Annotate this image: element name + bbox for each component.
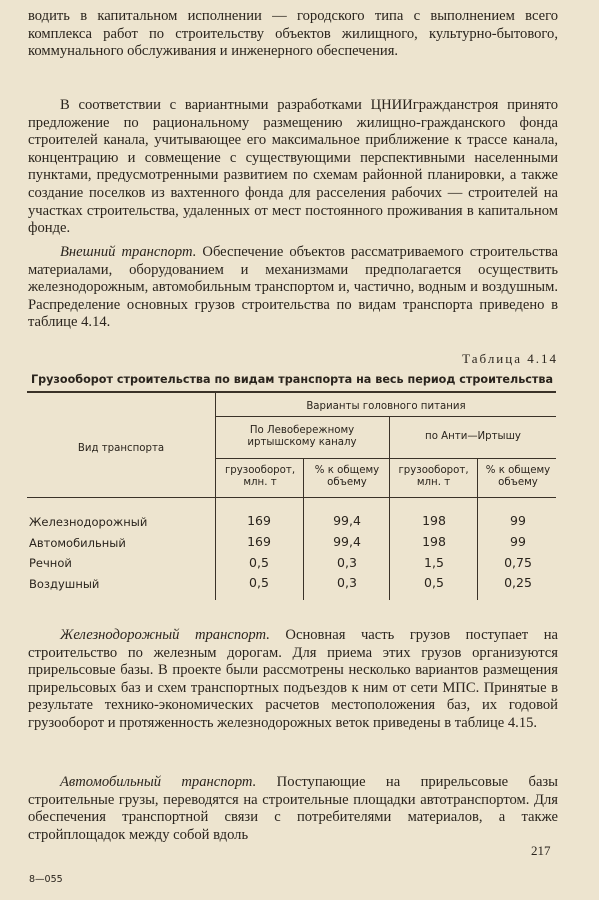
header-variant-left-bank: По Левобережному иртышскому каналу bbox=[247, 425, 357, 448]
table-cell: 169 bbox=[247, 534, 271, 549]
heading-external-transport: Внешний транспорт. bbox=[60, 244, 197, 260]
heading-railway-transport: Железнодорожный транспорт. bbox=[60, 627, 270, 643]
row-label: Железнодорожный bbox=[29, 515, 148, 529]
paragraph-1: водить в капитальном исполнении — городского типа с выполнением всего комплекса работ по строительству объектов жилищного, культурно-бытового, коммунального обслуживания и инженерного обеспечения. bbox=[28, 8, 558, 60]
table-cell: 99,4 bbox=[333, 513, 361, 528]
signature-mark: 8—055 bbox=[29, 874, 63, 885]
table-cell: 0,5 bbox=[249, 555, 269, 570]
paragraph-road-transport bbox=[28, 774, 558, 844]
table-cell: 0,75 bbox=[504, 555, 532, 570]
paragraph-3-body: Обеспечение объектов рассматриваемого строительства материалами, оборудованием и механизмами предполагается осуществить железнодорожным, автомобильным транспортом и, частично, водным и воздушным. Распределение основных грузов строительства по видам транспорта приведено в таблице 4.14. bbox=[28, 244, 558, 331]
table-number: Таблица 4.14 bbox=[462, 351, 558, 366]
table-cell: 0,25 bbox=[504, 575, 532, 590]
table-cell: 1,5 bbox=[424, 555, 444, 570]
paragraph-railway-transport bbox=[28, 627, 558, 733]
row-label: Речной bbox=[29, 556, 72, 570]
page-number: 217 bbox=[531, 843, 551, 858]
table-vline-1 bbox=[215, 392, 216, 600]
paragraph-4-body: Основная часть грузов поступает на строительство по железным дорогам. Для приема этих грузов организуются прирельсовые базы. В проекте были рассмотрены несколько вариантов размещения прирельсовых баз и схем транспортных подъездов к ним от сети МПС. Принятые в результате технико-экономических расчетов местоположения баз, их годовой грузооборот и протяженность железнодорожных веток приведены в таблице 4.15. bbox=[28, 627, 559, 731]
table-vline-4 bbox=[477, 458, 478, 600]
table-vline-2 bbox=[303, 458, 304, 600]
header-sub-percent-1: % к общему объему bbox=[314, 465, 380, 488]
table-group-rule bbox=[215, 416, 556, 417]
table-cell: 198 bbox=[422, 513, 446, 528]
heading-road-transport: Автомобильный транспорт. bbox=[60, 774, 257, 790]
table-cell: 169 bbox=[247, 513, 271, 528]
header-variant-anti-irtysh: по Анти—Иртышу bbox=[425, 431, 521, 442]
table-cell: 198 bbox=[422, 534, 446, 549]
header-variants-group: Варианты головного питания bbox=[306, 401, 466, 412]
table-cell: 0,3 bbox=[337, 555, 357, 570]
paragraph-external-transport bbox=[28, 244, 558, 332]
header-sub-freight-2: грузооборот, млн. т bbox=[398, 465, 469, 488]
table-cell: 99 bbox=[510, 513, 526, 528]
paragraph-5-body: Поступающие на прирельсовые базы строительные грузы, переводятся на строительные площадки автотранспортом. Для обеспечения транспортной связи с потребителями материалов, а также стройплощадок между собой вдоль bbox=[28, 774, 558, 843]
header-sub-percent-2: % к общему объему bbox=[485, 465, 551, 488]
paragraph-2: В соответствии с вариантными разработками ЦНИИгражданстроя принято предложение по рациональному размещению жилищно-гражданского фонда строителей канала, учитывающее его максимальное приближение к трассе канала, концентрацию и совмещение с существующими перспективными населенными пунктами, предусмотренными развитием по схемам районной планировки, а также создание поселков из вахтенного фонда для расселения рабочих — строителей на участках строительства, удаленных от мест постоянного проживания в капитальном фонде. bbox=[28, 97, 558, 237]
table-cell: 0,3 bbox=[337, 575, 357, 590]
table-cell: 99 bbox=[510, 534, 526, 549]
header-transport-type: Вид транспорта bbox=[77, 443, 165, 454]
table-variant-rule bbox=[215, 458, 556, 459]
table-cell: 0,5 bbox=[249, 575, 269, 590]
row-label: Автомобильный bbox=[29, 536, 126, 550]
table-cell: 0,5 bbox=[424, 575, 444, 590]
table-title: Грузооборот строительства по видам транспорта на весь период строительства bbox=[30, 373, 554, 386]
header-sub-freight-1: грузооборот, млн. т bbox=[224, 465, 296, 488]
row-label: Воздушный bbox=[29, 577, 100, 591]
table-vline-3 bbox=[389, 417, 390, 600]
table-cell: 99,4 bbox=[333, 534, 361, 549]
table-top-rule bbox=[27, 391, 556, 393]
